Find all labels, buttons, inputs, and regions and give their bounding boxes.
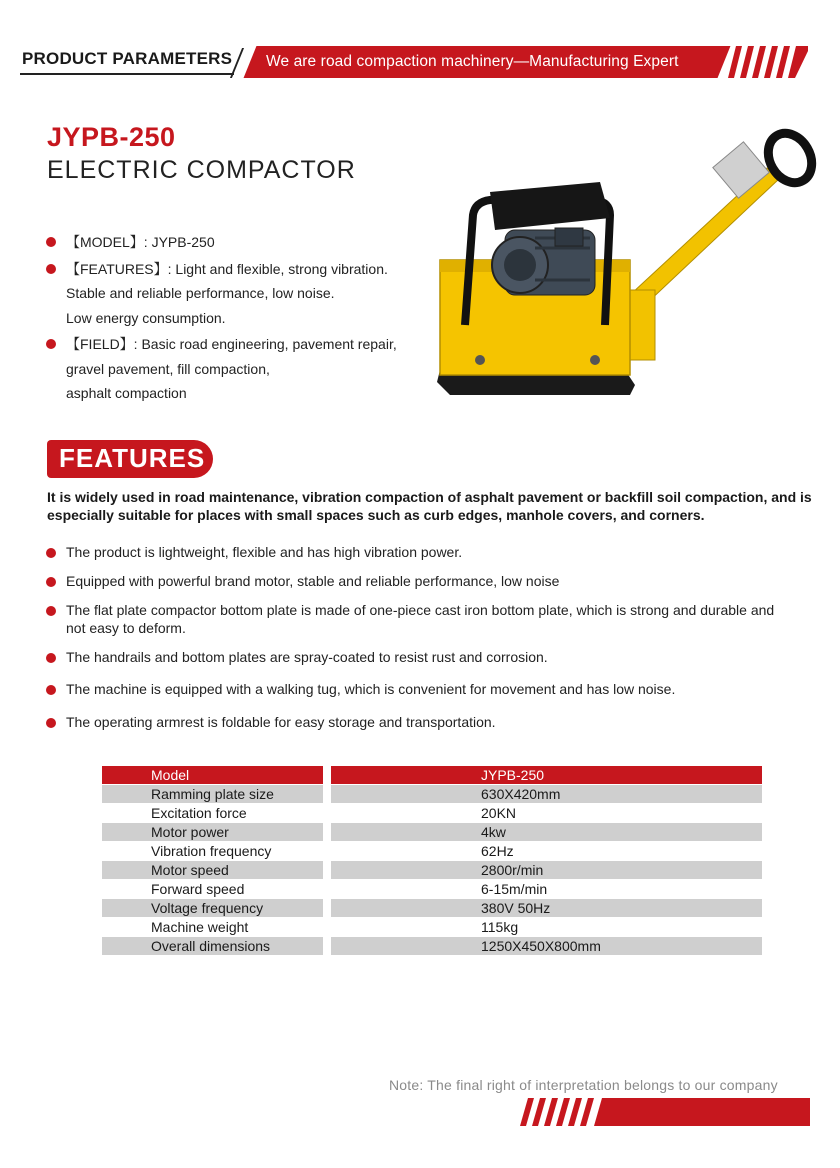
bullet-dot-icon xyxy=(46,577,56,587)
header-stripes-decoration xyxy=(728,46,808,78)
plate-compactor-image xyxy=(425,120,825,410)
spec-list xyxy=(46,230,426,408)
table-header-row xyxy=(102,766,762,785)
feature-text: The flat plate compactor bottom plate is made of one-piece cast iron bottom plate, which is strong and durable and not easy to deform. xyxy=(66,602,775,636)
spec-line: gravel pavement, fill compaction, xyxy=(66,360,270,377)
table-cell-value: 4kw xyxy=(331,823,762,841)
features-heading: FEATURES xyxy=(59,443,206,473)
feature-item xyxy=(46,572,796,590)
parameter-table xyxy=(102,766,762,956)
table-header-label: Model xyxy=(102,766,323,784)
feature-item xyxy=(46,601,796,637)
bullet-dot-icon xyxy=(46,339,56,349)
feature-item xyxy=(46,680,796,698)
table-cell-value: 6-15m/min xyxy=(331,880,762,898)
header-tagline: We are road compaction machinery—Manufacturing Expert xyxy=(266,53,679,70)
table-row xyxy=(102,937,762,956)
table-cell-label: Motor speed xyxy=(102,861,323,879)
spec-line: 【FEATURES】: Light and flexible, strong vibration. xyxy=(66,260,388,277)
table-cell-value: 380V 50Hz xyxy=(331,899,762,917)
product-name: ELECTRIC COMPACTOR xyxy=(47,156,356,184)
section-title-product-parameters: PRODUCT PARAMETERS xyxy=(22,49,233,68)
table-cell-value: 115kg xyxy=(331,918,762,936)
table-cell-label: Forward speed xyxy=(102,880,323,898)
table-cell-value: 1250X450X800mm xyxy=(331,937,762,955)
table-cell-label: Overall dimensions xyxy=(102,937,323,955)
feature-text: The handrails and bottom plates are spray-coated to resist rust and corrosion. xyxy=(66,649,548,665)
spec-line: 【MODEL】: JYPB-250 xyxy=(66,234,215,250)
footer-note: Note: The final right of interpretation belongs to our company xyxy=(389,1077,778,1093)
spec-item-model xyxy=(46,230,426,255)
feature-text: The product is lightweight, flexible and has high vibration power. xyxy=(66,544,463,560)
spec-line: Stable and reliable performance, low noise. xyxy=(66,285,335,301)
spec-item-field xyxy=(46,332,426,406)
feature-text: The machine is equipped with a walking tug, which is convenient for movement and has low noise. xyxy=(66,681,676,697)
footer-stripes-band xyxy=(520,1098,810,1126)
table-cell-label: Vibration frequency xyxy=(102,842,323,860)
feature-text: The operating armrest is foldable for easy storage and transportation. xyxy=(66,714,496,730)
bullet-dot-icon xyxy=(46,653,56,663)
features-intro: It is widely used in road maintenance, vibration compaction of asphalt pavement or backfill soil compaction, and is especially suitable for places with small spaces such as curb edges, manhole covers, and corners. xyxy=(47,489,812,523)
feature-text: Equipped with powerful brand motor, stable and reliable performance, low noise xyxy=(66,573,560,589)
table-row xyxy=(102,918,762,937)
table-cell-label: Excitation force xyxy=(102,804,323,822)
header-underline xyxy=(20,73,234,75)
feature-item xyxy=(46,648,796,666)
table-cell-value: 630X420mm xyxy=(331,785,762,803)
bullet-dot-icon xyxy=(46,237,56,247)
table-row xyxy=(102,861,762,880)
table-cell-label: Ramming plate size xyxy=(102,785,323,803)
bullet-dot-icon xyxy=(46,264,56,274)
bullet-dot-icon xyxy=(46,718,56,728)
product-model-title: JYPB-250 xyxy=(47,122,176,152)
spec-line: asphalt compaction xyxy=(66,385,187,401)
table-row xyxy=(102,899,762,918)
table-cell-value: 2800r/min xyxy=(331,861,762,879)
bullet-dot-icon xyxy=(46,685,56,695)
bullet-dot-icon xyxy=(46,606,56,616)
table-row xyxy=(102,785,762,804)
spec-line: 【FIELD】: Basic road engineering, pavement repair, xyxy=(66,336,397,352)
table-row xyxy=(102,842,762,861)
features-heading-tab xyxy=(47,440,213,478)
bullet-dot-icon xyxy=(46,548,56,558)
table-cell-label: Machine weight xyxy=(102,918,323,936)
table-row xyxy=(102,804,762,823)
table-row xyxy=(102,823,762,842)
table-cell-label: Motor power xyxy=(102,823,323,841)
table-cell-label: Voltage frequency xyxy=(102,899,323,917)
spec-item-features xyxy=(46,257,426,331)
table-cell-value: 20KN xyxy=(331,804,762,822)
spec-line: Low energy consumption. xyxy=(66,309,226,326)
table-header-value: JYPB-250 xyxy=(331,766,762,784)
feature-item xyxy=(46,713,796,731)
table-row xyxy=(102,880,762,899)
feature-item xyxy=(46,543,796,561)
table-cell-value: 62Hz xyxy=(331,842,762,860)
